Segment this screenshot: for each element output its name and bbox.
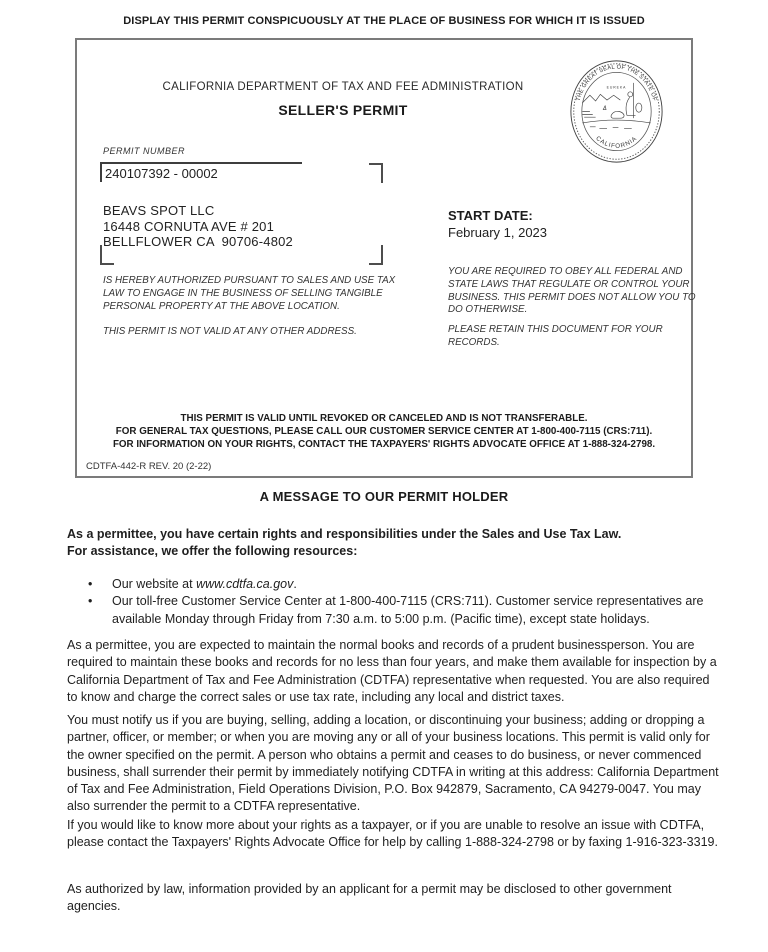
notify-paragraph: You must notify us if you are buying, selling, adding a location, or discontinuing your business; adding or dropping a partner, officer, or member; or when you are moving any or all of your business locations. This permit is valid only for the owner specified on the permit. A person who obtains a permit and ceases to do business, or never commenced business, shall surrender their permit by immediately notifying CDTFA in writing at this address: California Department of Tax and Fee Administration, Field Operations Division, P.O. Box 942879, Sacramento, CA 94279-0047. You may also surrender the permit to a CDTFA representative. <box>67 713 719 814</box>
message-heading: A MESSAGE TO OUR PERMIT HOLDER <box>259 489 509 504</box>
list-item <box>88 593 713 628</box>
records-paragraph: As a permittee, you are expected to maintain the normal books and records of a prudent businessperson. You are required to maintain these books and records for no less than four years, and make them available for inspection by a California Department of Tax and Fee Administration (CDTFA) representative when requested. You are also required to know and charge the correct sales or use tax rate, including any local and district taxes. <box>67 638 717 704</box>
retain-document-text: PLEASE RETAIN THIS DOCUMENT FOR YOUR RECORDS. <box>448 324 663 348</box>
address-line-1: 16448 CORNUTA AVE # 201 <box>103 218 275 234</box>
address-window-corner-bottom-left <box>100 245 114 265</box>
address-window-corner-top-right <box>369 163 383 183</box>
message-intro <box>67 526 719 561</box>
permit-title: SELLER'S PERMIT <box>278 102 408 118</box>
permit-certificate-box <box>75 38 696 478</box>
address-window-corner-bottom-right <box>369 245 383 265</box>
disclosure-paragraph: As authorized by law, information provided by an applicant for a permit may be disclosed to other government agencies. <box>67 882 672 914</box>
bullet-dot: • <box>88 577 93 591</box>
start-date-value: February 1, 2023 <box>448 225 548 240</box>
seal-text-top: THE GREAT SEAL OF THE STATE OF <box>575 64 658 102</box>
website-text-suffix: . <box>293 577 297 591</box>
display-notice: DISPLAY THIS PERMIT CONSPICUOUSLY AT THE PLACE OF BUSINESS FOR WHICH IT IS ISSUED <box>123 15 645 27</box>
rights-paragraph: If you would like to know more about your rights as a taxpayer, or if you are unable to resolve an issue with CDTFA, please contact the Taxpayers' Rights Advocate Office for help by calling 1-888-324-2798 or by faxing 1-916-323-3319. <box>67 818 718 850</box>
permit-footer-notice <box>77 412 691 452</box>
seal-motto: EUREKA <box>606 85 627 90</box>
website-text-prefix: Our website at <box>112 577 197 591</box>
intro-line-2: For assistance, we offer the following resources: <box>67 544 358 559</box>
intro-line-1: As a permittee, you have certain rights and responsibilities under the Sales and Use Tax Law. <box>67 527 622 541</box>
permit-number-value: 240107392 - 00002 <box>105 166 218 181</box>
seal-artwork <box>582 83 650 129</box>
website-url: www.cdtfa.ca.gov <box>196 577 294 591</box>
authorization-text: IS HEREBY AUTHORIZED PURSUANT TO SALES AND USE TAX LAW TO ENGAGE IN THE BUSINESS OF SELLING TANGIBLE PERSONAL PROPERTY AT THE ABOVE LOCATION. <box>103 275 396 312</box>
address-line-2: BELLFLOWER CA 90706-4802 <box>103 234 293 249</box>
resources-list <box>88 576 713 628</box>
not-valid-text: THIS PERMIT IS NOT VALID AT ANY OTHER ADDRESS. <box>103 326 357 337</box>
bullet-dot: • <box>88 594 93 609</box>
svg-text:CALIFORNIA <box>594 135 638 150</box>
california-state-seal-icon <box>569 59 664 164</box>
svg-text:THE GREAT SEAL OF THE STATE OF <box>576 64 658 102</box>
footer-line-2: FOR GENERAL TAX QUESTIONS, PLEASE CALL OUR CUSTOMER SERVICE CENTER AT 1-800-400-7115 (CRS:711). <box>115 426 653 438</box>
seal-text-bottom: CALIFORNIA <box>594 134 639 150</box>
business-address-block <box>103 203 293 250</box>
website-resource <box>112 576 713 593</box>
footer-line-1: THIS PERMIT IS VALID UNTIL REVOKED OR CANCELED AND IS NOT TRANSFERABLE. <box>180 413 588 424</box>
start-date-label: START DATE: <box>448 208 533 223</box>
form-number: CDTFA-442-R REV. 20 (2-22) <box>86 461 212 472</box>
obey-laws-text: YOU ARE REQUIRED TO OBEY ALL FEDERAL AND STATE LAWS THAT REGULATE OR CONTROL YOUR BUSINESS. THIS PERMIT DOES NOT ALLOW YOU TO DO OTHERWISE. <box>448 266 696 316</box>
list-item <box>88 576 713 593</box>
footer-line-3: FOR INFORMATION ON YOUR RIGHTS, CONTACT THE TAXPAYERS' RIGHTS ADVOCATE OFFICE AT 1-888-324-2798. <box>112 439 656 451</box>
agency-name: CALIFORNIA DEPARTMENT OF TAX AND FEE ADMINISTRATION <box>162 81 524 93</box>
permit-number-label: PERMIT NUMBER <box>103 146 186 156</box>
business-name: BEAVS SPOT LLC <box>103 203 215 218</box>
phone-resource: Our toll-free Customer Service Center at 1-800-400-7115 (CRS:711). Customer service representatives are available Monday through Friday from 7:30 a.m. to 5:00 p.m. (Pacific time), except state holidays. <box>112 594 704 626</box>
